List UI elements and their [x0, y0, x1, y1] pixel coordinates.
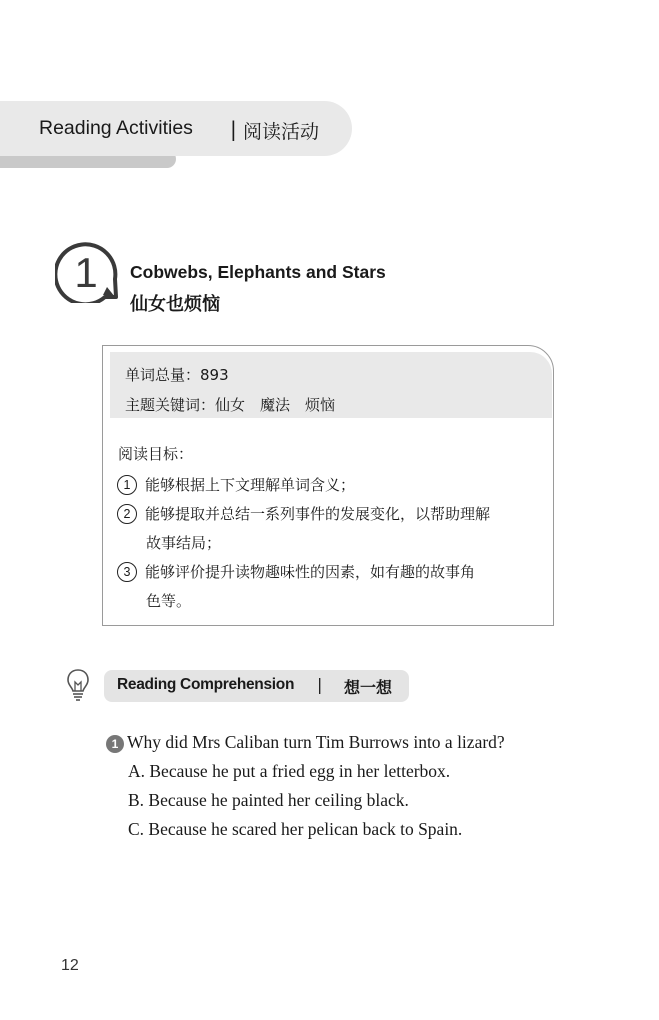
keyword: 魔法 — [260, 396, 291, 414]
word-count-value: 893 — [200, 366, 229, 384]
section-title-zh: 阅读活动 — [243, 121, 320, 143]
keywords-label: 主题关键词： — [125, 396, 216, 414]
word-count-label: 单词总量： — [125, 366, 201, 384]
keyword: 烦恼 — [305, 396, 336, 414]
answer-option: A. Because he put a fried egg in her letterbox. — [128, 761, 451, 781]
goal-item — [117, 558, 543, 616]
page-number: 12 — [61, 957, 79, 974]
section-header — [0, 101, 352, 156]
chapter-title-en: Cobwebs, Elephants and Stars — [130, 262, 386, 282]
goal-text-continued: 色等。 — [146, 592, 192, 610]
goal-item — [117, 500, 543, 558]
comprehension-title-zh: 想一想 — [344, 678, 393, 697]
lightbulb-icon — [66, 668, 90, 702]
goal-text: 能够根据上下文理解单词含义； — [145, 476, 356, 494]
chapter-number: 1 — [74, 249, 98, 296]
chapter-title-zh: 仙女也烦恼 — [130, 294, 220, 315]
goals-label: 阅读目标： — [118, 445, 194, 463]
chapter-number-badge — [55, 239, 119, 303]
goal-number: 3 — [117, 562, 137, 582]
goal-text-continued: 故事结局； — [146, 534, 222, 552]
goal-number: 2 — [117, 504, 137, 524]
comprehension-header — [104, 670, 409, 702]
comprehension-separator: | — [317, 675, 323, 694]
keyword: 仙女 — [215, 396, 246, 414]
keywords-line — [125, 394, 335, 415]
reading-info-box — [102, 345, 554, 626]
section-title-separator: | — [230, 117, 237, 141]
answer-option: C. Because he scared her pelican back to Spain. — [128, 819, 463, 839]
question-text: Why did Mrs Caliban turn Tim Burrows into a lizard? — [127, 732, 505, 752]
answer-option: B. Because he painted her ceiling black. — [128, 790, 409, 810]
section-title-en: Reading Activities — [39, 117, 193, 139]
goal-number: 1 — [117, 475, 137, 495]
word-count-line — [125, 364, 229, 385]
goal-item — [117, 471, 543, 500]
goal-text: 能够提取并总结一系列事件的发展变化，以帮助理解 — [145, 505, 491, 523]
comprehension-title-en: Reading Comprehension — [117, 676, 295, 693]
question-number: 1 — [106, 735, 124, 753]
goal-text: 能够评价提升读物趣味性的因素，如有趣的故事角 — [145, 563, 476, 581]
info-summary-panel — [110, 352, 552, 418]
